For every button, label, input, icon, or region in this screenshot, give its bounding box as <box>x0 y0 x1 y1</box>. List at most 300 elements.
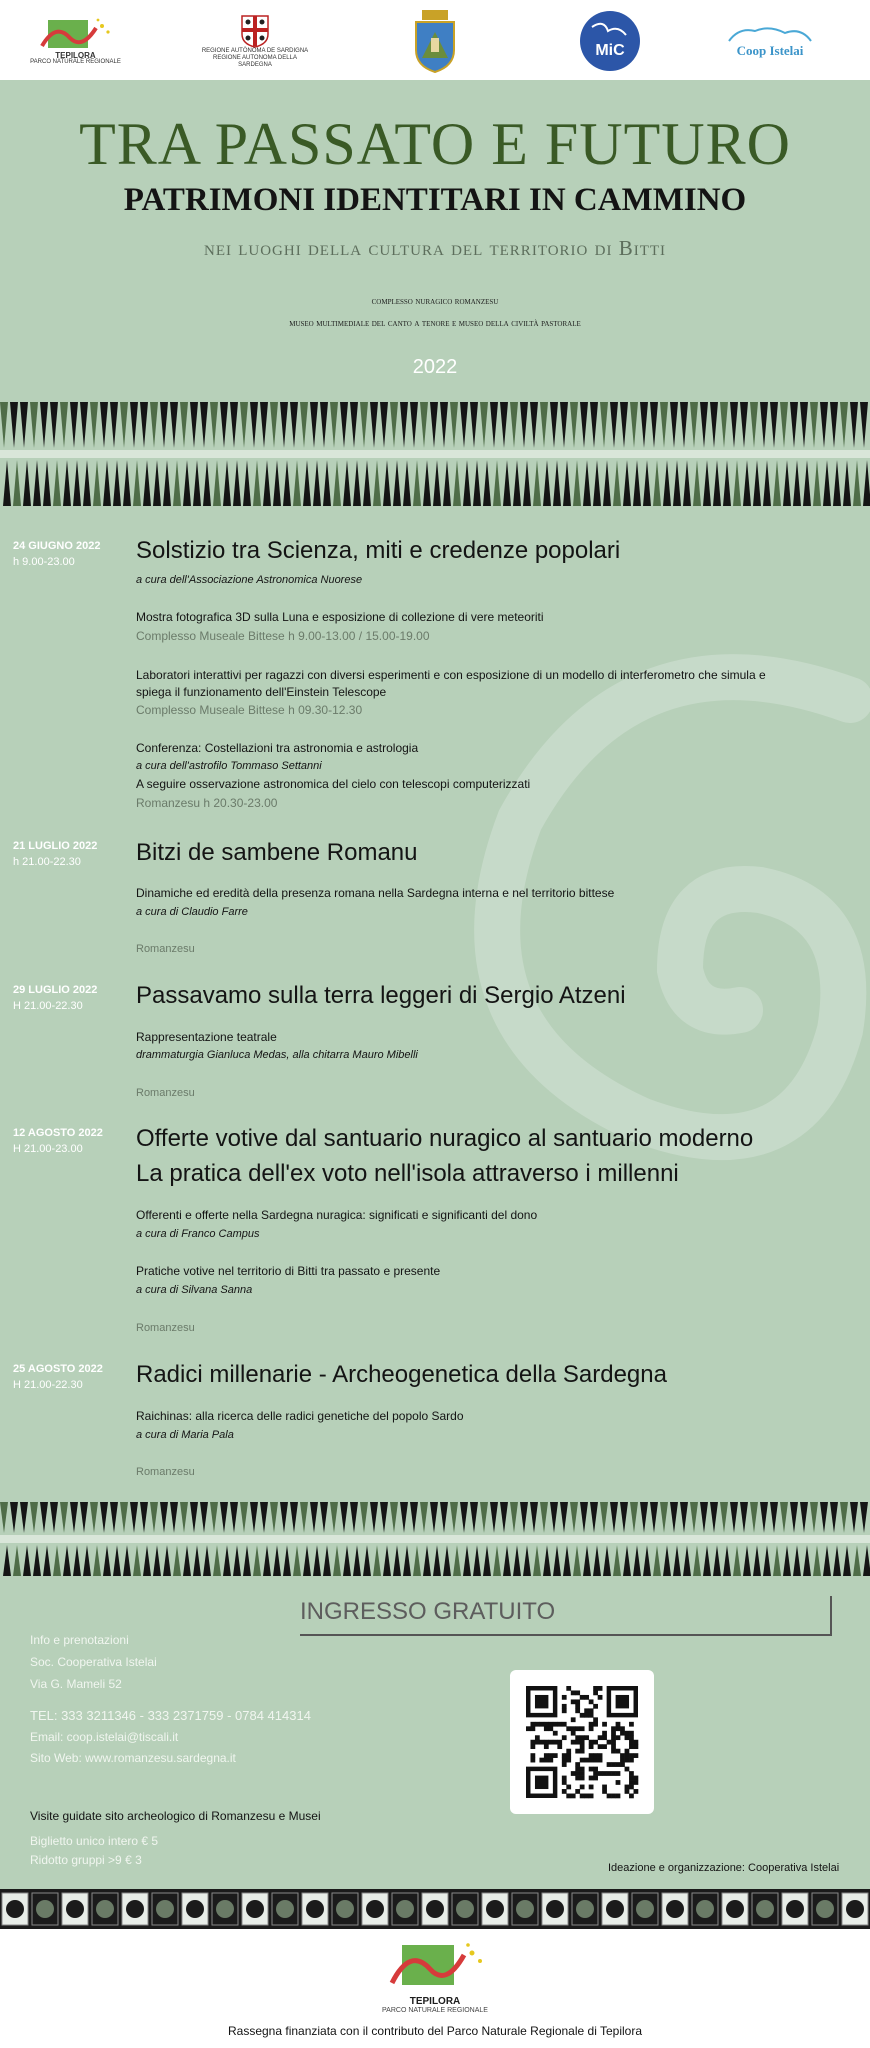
checker-dot <box>606 1900 624 1918</box>
qr-finder <box>535 1695 548 1708</box>
qr-module <box>575 1704 580 1709</box>
checker-dot <box>246 1900 264 1918</box>
qr-module <box>566 1785 571 1790</box>
event-place: Romanzesu <box>136 1087 195 1099</box>
qr-module <box>539 1722 544 1727</box>
qr-code[interactable] <box>510 1670 654 1814</box>
qr-module <box>539 1740 544 1745</box>
qr-module <box>580 1740 585 1745</box>
mountain-icon <box>725 23 815 43</box>
event-place: Romanzesu <box>136 1322 195 1334</box>
email[interactable]: Email: coop.istelai@tiscali.it <box>30 1730 179 1744</box>
qr-module <box>530 1744 535 1749</box>
qr-module <box>611 1794 616 1799</box>
tepilora-emblem-icon <box>36 16 116 52</box>
qr-module <box>530 1722 535 1727</box>
date-text: 12 AGOSTO 2022 <box>13 1127 103 1139</box>
qr-module <box>629 1731 634 1736</box>
qr-module <box>598 1695 603 1700</box>
qr-module <box>553 1740 558 1745</box>
qr-module <box>584 1708 589 1713</box>
checker-dot <box>636 1900 654 1918</box>
qr-module <box>593 1722 598 1727</box>
qr-module <box>593 1776 598 1781</box>
qr-module <box>557 1744 562 1749</box>
checker-dot <box>156 1900 174 1918</box>
event-curator: a cura dell'Associazione Astronomica Nuorese <box>136 574 363 586</box>
qr-module <box>562 1753 567 1758</box>
qr-module <box>602 1731 607 1736</box>
event-line: Conferenza: Costellazioni tra astronomia e astrologia <box>136 741 419 755</box>
qr-module <box>544 1758 549 1763</box>
year: 2022 <box>412 356 458 378</box>
qr-module <box>580 1776 585 1781</box>
qr-module <box>629 1771 634 1776</box>
event-title-line2: La pratica dell'ex voto nell'isola attraverso i millenni <box>136 1160 679 1187</box>
qr-module <box>580 1767 585 1772</box>
qr-module <box>593 1740 598 1745</box>
event-line: a cura di Claudio Farre <box>136 906 248 918</box>
checker-dot <box>36 1900 54 1918</box>
qr-module <box>611 1726 616 1731</box>
qr-module <box>562 1762 567 1767</box>
event-line: Dinamiche ed eredità della presenza romana nella Sardegna interna e nel territorio bittese <box>136 886 615 900</box>
qr-module <box>580 1744 585 1749</box>
qr-module <box>530 1758 535 1763</box>
decorative-band-top <box>0 402 870 506</box>
qr-finder <box>616 1695 629 1708</box>
qr-module <box>575 1771 580 1776</box>
qr-module <box>530 1753 535 1758</box>
qr-module <box>602 1771 607 1776</box>
qr-module <box>598 1686 603 1691</box>
checker-dot <box>546 1900 564 1918</box>
event-place: Romanzesu <box>136 1466 195 1478</box>
checker-dot <box>216 1900 234 1918</box>
qr-module <box>629 1758 634 1763</box>
qr-module <box>530 1740 535 1745</box>
event-line: Offerenti e offerte nella Sardegna nuragica: significati e significanti del dono <box>136 1208 538 1222</box>
qr-module <box>625 1749 630 1754</box>
qr-module <box>593 1771 598 1776</box>
checker-dot <box>576 1900 594 1918</box>
ingresso-gratuito: INGRESSO GRATUITO <box>300 1598 556 1625</box>
event-date <box>13 838 97 870</box>
checker-dot <box>126 1900 144 1918</box>
qr-module <box>620 1762 625 1767</box>
visite-guidate: Visite guidate sito archeologico di Romanzesu e Musei <box>30 1809 321 1823</box>
qr-module <box>620 1758 625 1763</box>
qr-module <box>616 1771 621 1776</box>
qr-module <box>598 1771 603 1776</box>
qr-module <box>575 1735 580 1740</box>
qr-module <box>562 1776 567 1781</box>
ideazione: Ideazione e organizzazione: Cooperativa Istelai <box>608 1862 840 1874</box>
event-title: Solstizio tra Scienza, miti e credenze popolari <box>136 537 621 564</box>
qr-module <box>625 1758 630 1763</box>
qr-module <box>575 1726 580 1731</box>
coop-istelai-logo <box>715 6 825 76</box>
event-line: Complesso Museale Bittese h 9.00-13.00 / 15.00-19.00 <box>136 629 430 643</box>
qr-module <box>548 1726 553 1731</box>
qr-module <box>562 1780 567 1785</box>
pattern-band-graphic <box>0 402 870 506</box>
qr-module <box>535 1735 540 1740</box>
qr-module <box>593 1704 598 1709</box>
tepilora-sub: PARCO NATURALE REGIONALE <box>30 59 121 65</box>
place-museums: museo multimediale del canto a tenore e museo della civiltà pastorale <box>289 318 581 329</box>
qr-module <box>584 1713 589 1718</box>
qr-module <box>548 1722 553 1727</box>
checker-dot <box>696 1900 714 1918</box>
qr-module <box>584 1735 589 1740</box>
event-line: a cura di Franco Campus <box>136 1228 260 1240</box>
municipal-crest-icon <box>412 8 458 74</box>
qr-module <box>611 1749 616 1754</box>
qr-module <box>562 1704 567 1709</box>
qr-module <box>566 1686 571 1691</box>
time-text: h 9.00-23.00 <box>13 556 75 568</box>
mic-emblem-icon <box>578 9 642 73</box>
place-romanzesu: complesso nuragico romanzesu <box>371 296 499 307</box>
checker-dot <box>276 1900 294 1918</box>
qr-module <box>575 1740 580 1745</box>
qr-module <box>620 1731 625 1736</box>
checker-dot <box>186 1900 204 1918</box>
qr-module <box>611 1740 616 1745</box>
qr-module <box>611 1771 616 1776</box>
qr-module <box>589 1740 594 1745</box>
date-text: 21 LUGLIO 2022 <box>13 840 98 852</box>
ridotto: Ridotto gruppi >9 € 3 <box>30 1853 142 1867</box>
checker-dot <box>336 1900 354 1918</box>
qr-module <box>607 1762 612 1767</box>
info-line: Soc. Cooperativa Istelai <box>30 1655 157 1669</box>
qr-module <box>620 1726 625 1731</box>
qr-module <box>598 1758 603 1763</box>
qr-module <box>548 1740 553 1745</box>
event-line: a cura dell'astrofilo Tommaso Settanni <box>136 760 322 772</box>
qr-module <box>611 1735 616 1740</box>
event-line: a cura di Maria Pala <box>136 1429 234 1441</box>
qr-module <box>580 1726 585 1731</box>
qr-module <box>562 1722 567 1727</box>
bitti-crest-logo <box>405 6 465 76</box>
qr-module <box>611 1731 616 1736</box>
qr-module <box>634 1744 639 1749</box>
qr-module <box>584 1794 589 1799</box>
qr-module <box>562 1758 567 1763</box>
qr-module <box>593 1767 598 1772</box>
event-title: Bitzi de sambene Romanu <box>136 839 418 866</box>
qr-module <box>562 1789 567 1794</box>
qr-module <box>629 1785 634 1790</box>
qr-module <box>593 1690 598 1695</box>
event-line: Rappresentazione teatrale <box>136 1030 277 1044</box>
logo-bar <box>0 0 870 80</box>
checker-dot <box>756 1900 774 1918</box>
qr-module <box>584 1695 589 1700</box>
qr-module <box>602 1789 607 1794</box>
mic-logo <box>575 6 645 76</box>
band-midline <box>0 1535 870 1543</box>
qr-module <box>575 1690 580 1695</box>
event-date <box>13 982 97 1014</box>
checker-dot <box>66 1900 84 1918</box>
qr-module <box>629 1722 634 1727</box>
checker-dot <box>96 1900 114 1918</box>
tepilora-logo <box>28 6 123 76</box>
event-line: Romanzesu h 20.30-23.00 <box>136 796 278 810</box>
qr-module <box>607 1794 612 1799</box>
qr-module <box>571 1771 576 1776</box>
qr-module <box>589 1722 594 1727</box>
qr-module <box>562 1735 567 1740</box>
qr-module <box>589 1713 594 1718</box>
qr-module <box>611 1762 616 1767</box>
qr-module <box>629 1776 634 1781</box>
qr-module <box>616 1794 621 1799</box>
date-text: 25 AGOSTO 2022 <box>13 1363 103 1375</box>
info-line: Info e prenotazioni <box>30 1633 129 1647</box>
qr-module <box>580 1713 585 1718</box>
event-line: Pratiche votive nel territorio di Bitti tra passato e presente <box>136 1264 441 1278</box>
date-text: 29 LUGLIO 2022 <box>13 984 98 996</box>
funding-note: Rassegna finanziata con il contributo del Parco Naturale Regionale di Tepilora <box>227 2024 643 2038</box>
qr-module <box>625 1767 630 1772</box>
qr-module <box>575 1699 580 1704</box>
checker-dot <box>456 1900 474 1918</box>
qr-module <box>589 1785 594 1790</box>
qr-module <box>589 1794 594 1799</box>
qr-module <box>575 1789 580 1794</box>
qr-module <box>593 1717 598 1722</box>
checker-dot <box>846 1900 864 1918</box>
tagline: nei luoghi della cultura del territorio di Bitti <box>203 236 667 260</box>
qr-module <box>562 1708 567 1713</box>
phone[interactable]: TEL: 333 3211346 - 333 2371759 - 0784 414314 <box>30 1708 311 1723</box>
sardegna-line2: REGIONE AUTONOMA DELLA SARDEGNA <box>213 54 297 68</box>
checker-dot <box>726 1900 744 1918</box>
qr-module <box>526 1726 531 1731</box>
qr-module <box>602 1785 607 1790</box>
qr-module <box>562 1695 567 1700</box>
event-date <box>13 1125 103 1157</box>
qr-module <box>629 1735 634 1740</box>
qr-finder <box>535 1776 548 1789</box>
footer-tepilora-logo <box>360 1939 510 2014</box>
event-line: Raichinas: alla ricerca delle radici genetiche del popolo Sardo <box>136 1409 464 1423</box>
qr-module <box>544 1722 549 1727</box>
qr-module <box>548 1758 553 1763</box>
qr-module <box>544 1740 549 1745</box>
time-text: H 21.00-23.00 <box>13 1143 83 1155</box>
qr-code-icon <box>510 1670 654 1814</box>
footer-tepilora-name: TEPILORA <box>409 1996 461 2007</box>
event-line: a cura di Silvana Sanna <box>136 1284 253 1296</box>
qr-module <box>566 1726 571 1731</box>
qr-module <box>616 1749 621 1754</box>
sardegna-crest-icon <box>240 14 270 48</box>
qr-module <box>625 1789 630 1794</box>
qr-module <box>575 1749 580 1754</box>
qr-module <box>544 1744 549 1749</box>
event-title: Radici millenarie - Archeogenetica della Sardegna <box>136 1361 667 1388</box>
event-title: Passavamo sulla terra leggeri di Sergio Atzeni <box>136 982 626 1009</box>
qr-module <box>625 1753 630 1758</box>
qr-module <box>548 1753 553 1758</box>
qr-module <box>566 1758 571 1763</box>
qr-module <box>575 1708 580 1713</box>
checker-dot <box>6 1900 24 1918</box>
subtitle: PATRIMONI IDENTITARI IN CAMMINO <box>123 182 747 218</box>
event-line: spiega il funzionamento dell'Einstein Telescope <box>136 685 387 699</box>
website[interactable]: Sito Web: www.romanzesu.sardegna.it <box>30 1751 236 1765</box>
sardegna-logo <box>200 6 310 76</box>
event-title: Offerte votive dal santuario nuragico al santuario moderno <box>136 1125 754 1152</box>
qr-module <box>589 1753 594 1758</box>
qr-module <box>607 1740 612 1745</box>
checker-dot <box>366 1900 384 1918</box>
info-line: Via G. Mameli 52 <box>30 1677 122 1691</box>
qr-module <box>616 1780 621 1785</box>
event-line: Mostra fotografica 3D sulla Luna e esposizione di collezione di vere meteoriti <box>136 610 544 624</box>
qr-module <box>634 1780 639 1785</box>
tepilora-name: TEPILORA <box>55 51 96 60</box>
qr-module <box>598 1753 603 1758</box>
qr-module <box>580 1758 585 1763</box>
checker-dot <box>306 1900 324 1918</box>
event-line: A seguire osservazione astronomica del cielo con telescopi computerizzati <box>136 777 531 791</box>
checker-dot <box>786 1900 804 1918</box>
qr-module <box>584 1758 589 1763</box>
qr-module <box>580 1785 585 1790</box>
qr-module <box>571 1794 576 1799</box>
event-line: Laboratori interattivi per ragazzi con diversi esperimenti e con esposizione di un modello di interferometro che simula e <box>136 668 766 682</box>
qr-module <box>571 1726 576 1731</box>
qr-module <box>629 1780 634 1785</box>
qr-module <box>535 1722 540 1727</box>
qr-module <box>575 1762 580 1767</box>
biglietto: Biglietto unico intero € 5 <box>30 1834 159 1848</box>
qr-module <box>566 1753 571 1758</box>
coop-name: Coop Istelai <box>736 43 804 58</box>
qr-module <box>629 1740 634 1745</box>
qr-module <box>539 1758 544 1763</box>
qr-module <box>575 1767 580 1772</box>
qr-module <box>580 1735 585 1740</box>
qr-module <box>602 1722 607 1727</box>
qr-module <box>557 1740 562 1745</box>
qr-module <box>571 1690 576 1695</box>
qr-module <box>607 1771 612 1776</box>
qr-module <box>629 1753 634 1758</box>
qr-module <box>571 1731 576 1736</box>
qr-module <box>593 1686 598 1691</box>
qr-module <box>557 1722 562 1727</box>
qr-module <box>616 1762 621 1767</box>
qr-module <box>589 1758 594 1763</box>
qr-module <box>634 1740 639 1745</box>
checker-dot <box>396 1900 414 1918</box>
qr-module <box>535 1740 540 1745</box>
qr-module <box>602 1744 607 1749</box>
qr-module <box>580 1695 585 1700</box>
checker-dot <box>486 1900 504 1918</box>
qr-module <box>589 1776 594 1781</box>
qr-module <box>616 1722 621 1727</box>
footer-tepilora-sub: PARCO NATURALE REGIONALE <box>382 2007 488 2014</box>
qr-module <box>571 1699 576 1704</box>
qr-module <box>553 1731 558 1736</box>
qr-module <box>589 1744 594 1749</box>
qr-module <box>629 1744 634 1749</box>
event-line: drammaturgia Gianluca Medas, alla chitarra Mauro Mibelli <box>136 1049 418 1061</box>
event-date <box>13 538 100 570</box>
qr-module <box>593 1753 598 1758</box>
qr-module <box>589 1726 594 1731</box>
qr-module <box>616 1726 621 1731</box>
time-text: H 21.00-22.30 <box>13 1000 83 1012</box>
qr-module <box>598 1735 603 1740</box>
checker-dot <box>516 1900 534 1918</box>
qr-module <box>553 1722 558 1727</box>
date-text: 24 GIUGNO 2022 <box>13 540 101 552</box>
qr-module <box>593 1758 598 1763</box>
qr-module <box>625 1735 630 1740</box>
qr-module <box>580 1771 585 1776</box>
checker-dot <box>816 1900 834 1918</box>
checker-pattern-graphic <box>0 1889 870 1929</box>
pattern-band-graphic <box>0 1502 870 1576</box>
qr-module <box>625 1731 630 1736</box>
qr-module <box>620 1753 625 1758</box>
checker-dot <box>666 1900 684 1918</box>
decorative-band-bottom <box>0 1502 870 1576</box>
qr-module <box>589 1699 594 1704</box>
qr-module <box>580 1794 585 1799</box>
qr-module <box>629 1794 634 1799</box>
qr-module <box>553 1753 558 1758</box>
qr-module <box>611 1744 616 1749</box>
qr-module <box>530 1726 535 1731</box>
qr-module <box>580 1749 585 1754</box>
time-text: H 21.00-22.30 <box>13 1379 83 1391</box>
qr-module <box>634 1789 639 1794</box>
band-midline <box>0 450 870 458</box>
qr-module <box>571 1717 576 1722</box>
qr-module <box>575 1776 580 1781</box>
event-date <box>13 1361 103 1393</box>
qr-module <box>602 1735 607 1740</box>
checker-dot <box>426 1900 444 1918</box>
qr-module <box>616 1735 621 1740</box>
qr-module <box>589 1708 594 1713</box>
main-title: TRA PASSATO E FUTURO <box>79 111 791 177</box>
qr-module <box>589 1767 594 1772</box>
tepilora-emblem-icon <box>380 1939 490 1991</box>
event-place: Romanzesu <box>136 943 195 955</box>
qr-module <box>566 1794 571 1799</box>
qr-module <box>598 1744 603 1749</box>
qr-module <box>544 1726 549 1731</box>
qr-module <box>634 1776 639 1781</box>
qr-module <box>625 1785 630 1790</box>
qr-module <box>634 1753 639 1758</box>
sardegna-line1: REGIONE AUTÒNOMA DE SARDIGNA <box>201 47 309 54</box>
event-line: Complesso Museale Bittese h 09.30-12.30 <box>136 703 363 717</box>
time-text: h 21.00-22.30 <box>13 856 81 868</box>
